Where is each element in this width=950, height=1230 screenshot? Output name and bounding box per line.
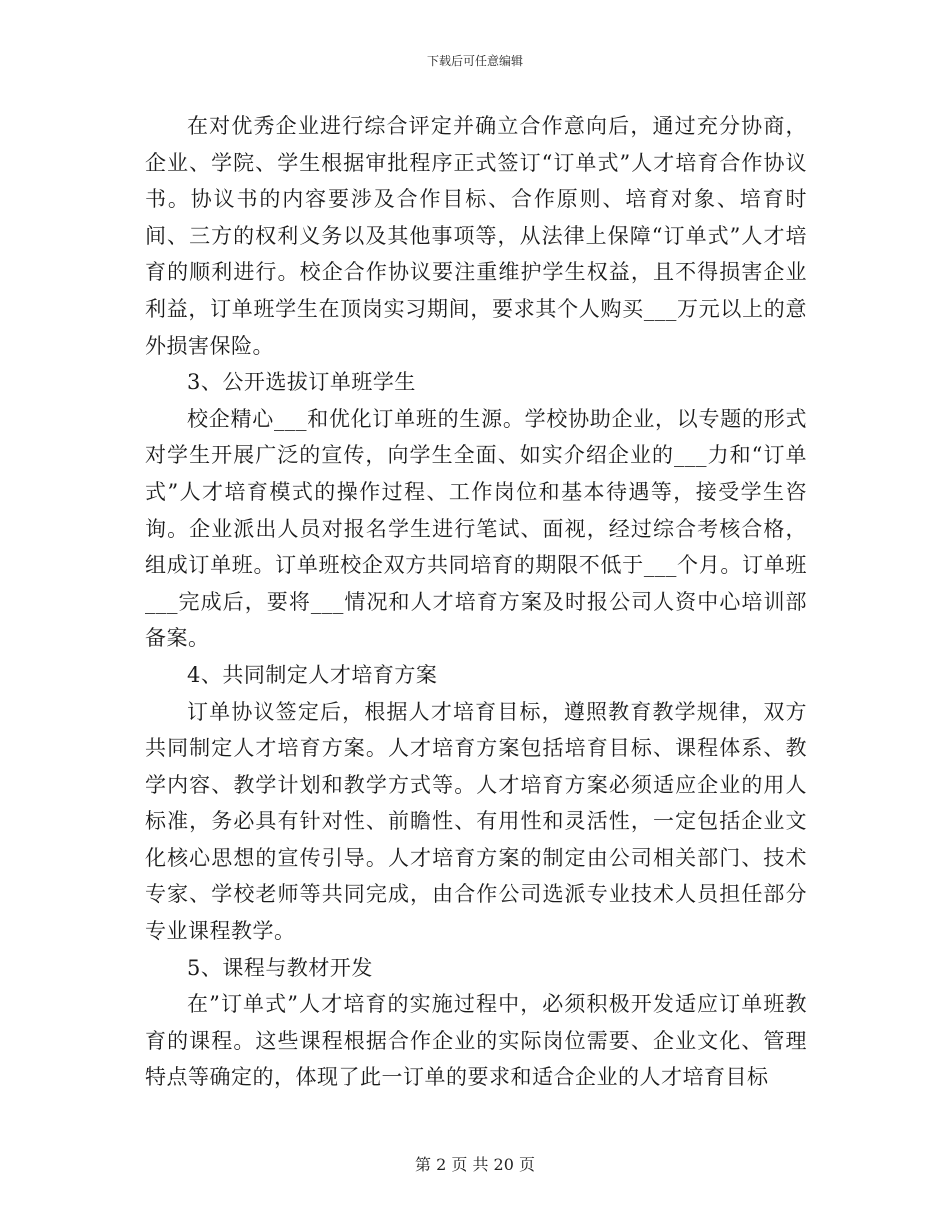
document-body — [145, 108, 807, 1096]
page-header: 下载后可任意编辑 — [426, 54, 523, 68]
section-heading-3: 3、公开选拔订单班学生 — [187, 370, 416, 395]
paragraph-training-plan: 订单协议签定后，根据人才培育目标，遵照教育教学规律，双方共同制定人才培育方案。人才培育方案包括培育目标、课程体系、教学内容、教学计划和教学方式等。人才培育方案必须适应企业的用人标准，务必具有针对性、前瞻性、有用性和灵活性，一定包括企业文化核心思想的宣传引导。人才培育方案的制定由公司相关部门、技术专家、学校老师等共同完成，由合作公司选派专业技术人员担任部分专业课程教学。 — [145, 699, 807, 944]
paragraph-agreement: 在对优秀企业进行综合评定并确立合作意向后，通过充分协商，企业、学院、学生根据审批程序正式签订“订单式”人才培育合作协议书。协议书的内容要涉及合作目标、合作原则、培育对象、培育时间、三方的权利义务以及其他事项等，从法律上保障“订单式”人才培育的顺利进行。校企合作协议要注重维护学生权益，且不得损害企业利益，订单班学生在顶岗实习期间，要求其个人购买___万元以上的意外损害保险。 — [145, 114, 807, 358]
page-footer: 第 2 页 共 20 页 — [415, 1155, 535, 1174]
paragraph-selection: 校企精心___和优化订单班的生源。学校协助企业，以专题的形式对学生开展广泛的宣传，向学生全面、如实介绍企业的___力和“订单式”人才培育模式的操作过程、工作岗位和基本待遇等，接受学生咨询。企业派出人员对报名学生进行笔试、面视，经过综合考核合格，组成订单班。订单班校企双方共同培育的期限不低于___个月。订单班___完成后，要将___情况和人才培育方案及时报公司人资中心培训部备案。 — [145, 406, 807, 651]
section-heading-4: 4、共同制定人才培育方案 — [187, 662, 438, 687]
paragraph-curriculum: 在”订单式”人才培育的实施过程中，必须积极开发适应订单班教育的课程。这些课程根据合作企业的实际岗位需要、企业文化、管理特点等确定的，体现了此一订单的要求和适合企业的人才培育目标 — [145, 992, 807, 1090]
section-heading-5: 5、课程与教材开发 — [187, 955, 373, 980]
